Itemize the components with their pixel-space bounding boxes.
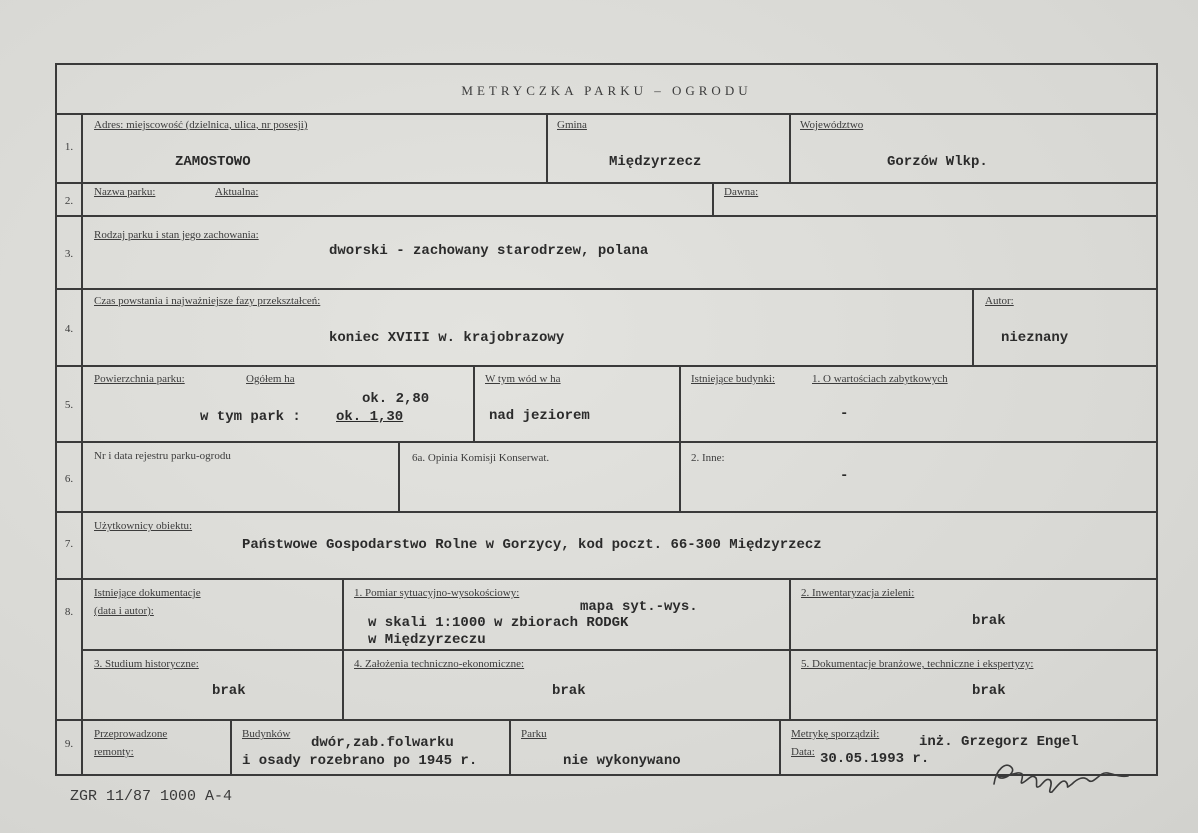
park-renovation-label: Parku (521, 728, 547, 740)
park-area-value: ok. 1,30 (336, 409, 404, 425)
rule (57, 511, 1156, 513)
row-number: 6. (64, 473, 74, 485)
branch-documentation-value: brak (972, 683, 1006, 699)
park-record-form (55, 63, 1158, 776)
row-number: 7. (64, 538, 74, 550)
voivodeship-label: Województwo (800, 119, 864, 131)
buildings-label: Istniejące budynki: (691, 373, 776, 385)
renovations-label: Przeprowadzone (94, 728, 168, 740)
historic-buildings-value: - (840, 406, 849, 422)
other-buildings-label: 2. Inne: (691, 452, 725, 464)
technical-assumptions-value: brak (552, 683, 586, 699)
rule (779, 719, 781, 776)
author-value: nieznany (1001, 330, 1069, 346)
rule (57, 215, 1156, 217)
row-number: 9. (64, 738, 74, 750)
documentation-label: Istniejące dokumentacje (94, 587, 201, 599)
rule (57, 578, 1156, 580)
address-label: Adres: miejscowość (dzielnica, ulica, nr posesji) (94, 119, 308, 131)
prepared-by-value: inż. Grzegorz Engel (919, 734, 1079, 750)
documentation-sublabel: (data i autor): (94, 605, 154, 617)
current-name-label: Aktualna: (215, 186, 259, 198)
other-buildings-value: - (840, 468, 849, 484)
historic-buildings-label: 1. O wartościach zabytkowych (812, 373, 948, 385)
rule (509, 719, 511, 776)
rule (57, 719, 1156, 721)
branch-documentation-label: 5. Dokumentacje branżowe, techniczne i ekspertyzy: (801, 658, 1034, 670)
park-name-label: Nazwa parku: (94, 186, 156, 198)
historical-study-label: 3. Studium historyczne: (94, 658, 199, 670)
rule (972, 288, 974, 365)
survey-value-3: w Międzyrzeczu (368, 632, 486, 648)
rule (789, 113, 791, 182)
rule (57, 113, 1156, 115)
rule (81, 649, 1156, 651)
rule (473, 365, 475, 441)
buildings-renovation-value-2: i osady rozebrano po 1945 r. (242, 753, 478, 769)
form-code: ZGR 11/87 1000 A-4 (70, 788, 233, 805)
survey-value-1: mapa syt.-wys. (580, 599, 698, 615)
historical-study-value: brak (212, 683, 246, 699)
voivodeship-value: Gorzów Wlkp. (887, 154, 988, 170)
park-renovation-value: nie wykonywano (563, 753, 681, 769)
creation-time-value: koniec XVIII w. krajobrazowy (329, 330, 565, 346)
rule (789, 578, 791, 719)
signature (988, 748, 1138, 798)
date-value: 30.05.1993 r. (820, 751, 930, 767)
buildings-renovation-value-1: dwór,zab.folwarku (311, 735, 454, 751)
users-label: Użytkownicy obiektu: (94, 520, 193, 532)
buildings-renovation-label: Budynków (242, 728, 291, 740)
renovations-sublabel: remonty: (94, 746, 134, 758)
rule (230, 719, 232, 776)
rule (57, 441, 1156, 443)
technical-assumptions-label: 4. Założenia techniczno-ekonomiczne: (354, 658, 525, 670)
row-number: 4. (64, 323, 74, 335)
prepared-by-label: Metrykę sporządził: (791, 728, 880, 740)
form-title: METRYCZKA PARKU – OGRODU (461, 83, 752, 98)
creation-time-label: Czas powstania i najważniejsze fazy przekształceń: (94, 295, 321, 307)
greenery-inventory-label: 2. Inwentaryzacja zieleni: (801, 587, 915, 599)
water-area-value: nad jeziorem (489, 408, 590, 424)
former-name-label: Dawna: (724, 186, 759, 198)
greenery-inventory-value: brak (972, 613, 1006, 629)
rule (57, 288, 1156, 290)
row-number: 3. (64, 248, 74, 260)
address-value: ZAMOSTOWO (175, 154, 251, 170)
survey-label: 1. Pomiar sytuacyjno-wysokościowy: (354, 587, 520, 599)
date-label: Data: (791, 746, 815, 758)
area-label: Powierzchnia parku: (94, 373, 185, 385)
park-type-value: dworski - zachowany starodrzew, polana (329, 243, 649, 259)
register-label: Nr i data rejestru parku-ogrodu (94, 450, 231, 462)
row-number: 2. (64, 195, 74, 207)
rule (57, 365, 1156, 367)
row-number: 1. (64, 141, 74, 153)
survey-value-2: w skali 1:1000 w zbiorach RODGK (368, 615, 629, 631)
total-area-label: Ogółem ha (246, 373, 295, 385)
conservator-opinion-label: 6a. Opinia Komisji Konserwat. (412, 452, 550, 464)
park-type-label: Rodzaj parku i stan jego zachowania: (94, 229, 259, 241)
author-label: Autor: (985, 295, 1014, 307)
rule (81, 113, 83, 776)
total-area-value: ok. 2,80 (362, 391, 430, 407)
commune-label: Gmina (557, 119, 587, 131)
rule (342, 578, 344, 719)
rule (398, 441, 400, 511)
rule (546, 113, 548, 182)
commune-value: Międzyrzecz (609, 154, 702, 170)
row-number: 5. (64, 399, 74, 411)
park-area-label: w tym park : (200, 409, 301, 425)
row-number: 8. (64, 606, 74, 618)
rule (679, 365, 681, 511)
rule (712, 182, 714, 215)
rule (57, 182, 1156, 184)
users-value: Państwowe Gospodarstwo Rolne w Gorzycy, kod poczt. 66-300 Międzyrzecz (242, 537, 822, 553)
water-area-label: W tym wód w ha (485, 373, 561, 385)
